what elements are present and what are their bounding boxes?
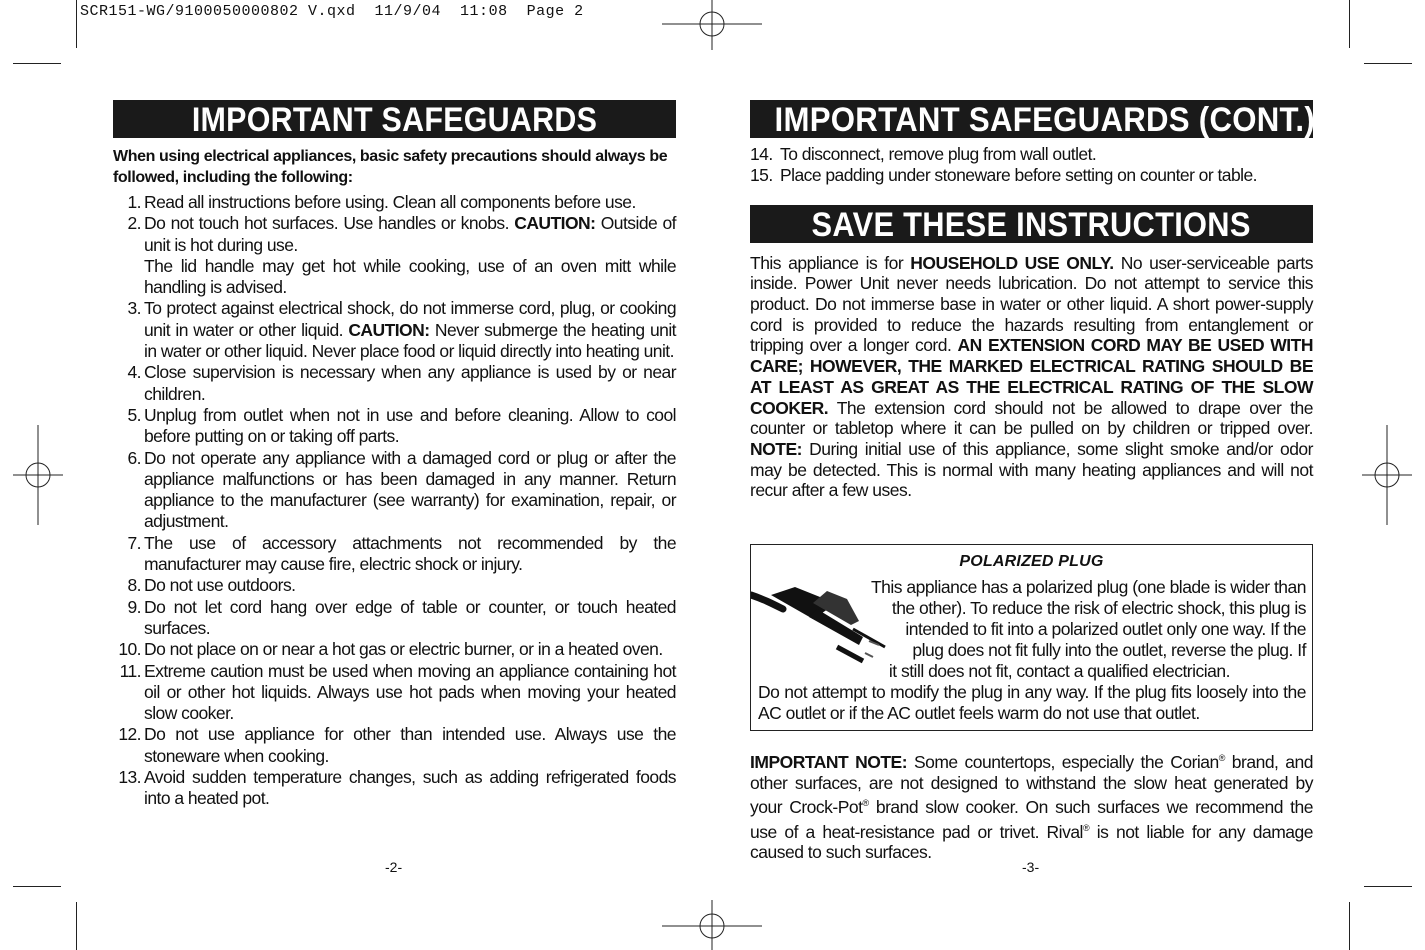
paragraph-text: Some countertops, especially the Corian [907,751,1219,772]
safeguards-list-cont [750,144,1313,187]
item-number: 3. [127,298,141,319]
note-label: NOTE: [750,438,802,459]
caution-label: CAUTION: [348,319,430,340]
box-line: intended to fit into a polarized outlet only one way. If the [905,619,1306,639]
item-text: Do not operate any appliance with a damaged cord or plug or after the appliance malfunctions or has been damaged in any manner. Return appliance to the manufacturer (see warranty) for examination, repair, or adjustment. [144,447,676,532]
intro-line: followed, including the following: [113,169,353,186]
important-note-label: IMPORTANT NOTE: [750,751,908,772]
item-text: Do not use appliance for other than intended use. Always use the stoneware when cooking. [144,724,676,766]
item-text: Do not let cord hang over edge of table or counter, or touch heated surfaces. [144,596,676,638]
page-number: -2- [385,859,403,875]
box-line: plug does not fit fully into the outlet, reverse the plug. If [912,640,1306,660]
registration-mark-icon [1362,425,1412,525]
item-text: Do not touch hot surfaces. Use handles or knobs. [144,213,515,234]
registered-mark: ® [1218,753,1225,763]
crop-mark [13,63,61,64]
crop-mark [1364,886,1412,887]
paragraph-text: is not liable for any damage caused to such surfaces. [750,821,1313,863]
polarized-plug-footer: Do not attempt to modify the plug in any way. If the plug fits loosely into the AC outlet or if the AC outlet feels warm do not use that outlet. [758,682,1306,723]
item-number: 12. [118,724,141,745]
crop-mark [76,902,77,950]
paragraph-text: brand, and other surfaces, are not designed to withstand the slow heat generated by your Crock-Pot [750,751,1314,818]
item-text: Do not place on or near a hot gas or electric burner, or in a heated oven. [144,639,663,660]
list-item [113,298,676,362]
crop-mark [76,0,77,48]
item-text: Outside of unit is hot during use. [144,213,676,255]
polarized-plug-box [750,544,1313,731]
list-item [750,165,1313,186]
paragraph-text: This appliance is for [750,252,911,273]
item-text: To protect against electrical shock, do not immerse cord, plug, or cooking unit in water or other liquid. [144,298,676,340]
item-text: Avoid sudden temperature changes, such as adding refrigerated foods into a heated pot. [144,767,676,809]
crop-mark [1349,902,1350,950]
crop-mark [1349,0,1350,48]
item-text: Place padding under stoneware before setting on counter or table. [780,165,1257,186]
item-number: 13. [118,767,141,788]
polarized-plug-icon [751,585,891,675]
list-item [113,533,676,576]
household-use-paragraph [750,253,1313,501]
item-number: 2. [127,213,141,234]
paragraph-text: No user-serviceable parts inside. Power Unit never needs lubrication. Do not attempt to service this product. Do not immerse base in water or other liquid. A short power-supply cord is provided to reduce the hazards resulting from entanglement or tripping over a longer cord. [750,252,1314,356]
item-number: 9. [127,596,141,617]
list-item [113,724,676,767]
item-text: Do not use outdoors. [144,575,296,596]
registered-mark: ® [862,798,869,809]
right-page [750,100,1316,501]
registered-mark: ® [1082,822,1090,833]
paragraph-text: The extension cord should not be allowed to drape over the counter or tabletop where it can be pulled on by children or tripped over. [750,397,1313,439]
item-number: 7. [127,532,141,553]
registration-mark-icon [13,425,63,525]
registration-mark-icon [662,900,762,950]
item-number: 8. [127,575,141,596]
polarized-plug-title: POLARIZED PLUG [959,553,1104,570]
item-text: Never submerge the heating unit in water or other liquid. Never place food or liquid directly into heating unit. [144,319,676,362]
list-item [113,213,676,298]
item-number: 11. [119,660,141,681]
printer-slug: SCR151-WG/9100050000802 V.qxd 11/9/04 11:08 Page 2 [80,3,584,20]
important-note [750,748,1313,863]
extension-cord-warning: AN EXTENSION CORD MAY BE USED WITH CARE; HOWEVER, THE MARKED ELECTRICAL RATING SHOULD BE AT LEAST AS GREAT AS THE ELECTRICAL RATING OF THE SLOW COOKER. [750,335,1313,418]
emphasis-text: HOUSEHOLD USE ONLY. [910,252,1114,273]
save-instructions-title: SAVE THESE INSTRUCTIONS [750,205,1313,243]
item-number: 1. [127,192,141,212]
intro-text [113,146,676,188]
item-number: 10. [118,639,141,660]
list-item [113,661,676,725]
caution-label: CAUTION: [514,213,596,234]
box-line: This appliance has a polarized plug (one blade is wider than [870,577,1306,597]
list-item [113,575,676,596]
crop-mark [13,886,61,887]
item-number: 14. [750,144,773,164]
item-text: The use of accessory attachments not recommended by the manufacturer may cause fire, electric shock or injury. [144,532,676,575]
paragraph-text: brand slow cooker. On such surfaces we recommend the use of a heat-resistance pad or trivet. Rival [750,797,1313,842]
item-number: 4. [127,362,141,383]
list-item [113,405,676,448]
item-text: To disconnect, remove plug from wall outlet. [780,144,1097,164]
list-item [113,767,676,810]
safeguards-cont-title: IMPORTANT SAFEGUARDS (CONT.) [750,100,1313,138]
box-line: the other). To reduce the risk of electric shock, this plug is [891,598,1306,618]
list-item [113,639,676,660]
box-line: it still does not fit, contact a qualified electrician. [888,661,1230,681]
item-text: Close supervision is necessary when any appliance is used by or near children. [144,362,676,404]
list-item [113,597,676,640]
list-item [113,362,676,405]
paragraph-text: During initial use of this appliance, some slight smoke and/or odor may be detected. This is normal with many heating appliances and will not recur after a few uses. [750,438,1313,501]
list-item [113,192,676,213]
list-item [750,144,1313,165]
item-text: Read all instructions before using. Clean all components before use. [144,192,636,212]
left-page [113,100,676,810]
page-number: -3- [1022,859,1040,875]
item-subtext: The lid handle may get hot while cooking, use of an oven mitt while handling is advised. [144,255,676,298]
item-number: 15. [750,165,773,186]
item-text: Unplug from outlet when not in use and before cleaning. Allow to cool before putting on or taking off parts. [144,404,676,447]
list-item [113,448,676,533]
safeguards-list [113,192,676,810]
intro-line: When using electrical appliances, basic safety precautions should always be [113,148,668,165]
crop-mark [1364,63,1412,64]
item-number: 5. [127,404,141,425]
registration-mark-icon [662,0,762,50]
item-text: Extreme caution must be used when moving an appliance containing hot oil or other hot liquids. Always use hot pads when moving your heated slow cooker. [144,660,676,724]
item-number: 6. [127,447,141,468]
safeguards-title: IMPORTANT SAFEGUARDS [113,100,676,138]
